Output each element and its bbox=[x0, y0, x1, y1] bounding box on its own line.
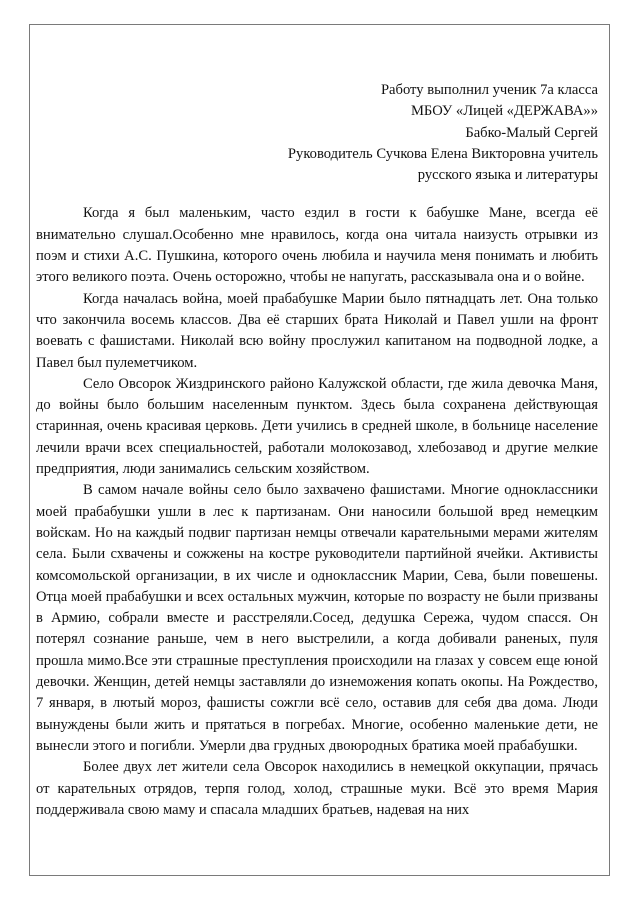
essay-body bbox=[36, 203, 598, 821]
paragraph-childhood: Когда я был маленьким, часто ездил в гости к бабушке Мане, всегда её внимательно слушал.Особенно мне нравилось, когда она читала наизусть отрывки из поэм и стихи А.С. Пушкина, которого очень любила и научила меня понимать и любить этого великого поэта. Очень осторожно, чтобы не напугать, рассказывала она и о войне. bbox=[36, 205, 598, 286]
paragraph-occupation: В самом начале войны село было захвачено фашистами. Многие одноклассники моей прабабушки ушли в лес к партизанам. Они наносили большой вред немецким войскам. Но на каждый подвиг партизан немцы отвечали карательными мерами жителям села. Были схвачены и сожжены на костре руководители партийной ячейки. Активисты комсомольской организации, в их числе и одноклассник Марии, Сева, были повешены. Отца моей прабабушки и всех остальных мужчин, которые по возрасту не были призваны в Армию, собрали вместе и расстреляли.Сосед, дедушка Сережа, чудом спасся. Он потерял сознание раньше, чем в него выстрелили, а когда добивали раненых, пуля прошла мимо.Все эти страшные преступления происходили на глазах у совсем еще юной девочки. Женщин, детей немцы заставляли до изнеможения копать окопы. На Рождество, 7 января, в лютый мороз, фашисты сожгли всё село, оставив для себя два дома. Люди вынуждены были жить и прятаться в погребах. Многие, особенно маленькие дети, не вынесли этого и погибли. Умерли два грудных двоюродных братика моей прабабушки. bbox=[36, 482, 598, 754]
paragraph-war-begins: Когда началась война, моей прабабушке Марии было пятнадцать лет. Она только что закончила восемь классов. Два её старших брата Николай и Павел ушли на фронт воевать с фашистами. Николай всю войну прослужил капитаном на подводной лодке, а Павел был пулеметчиком. bbox=[36, 290, 598, 371]
header-line-student: Работу выполнил ученик 7а класса bbox=[380, 82, 598, 98]
paragraph-village: Село Овсорок Жиздринского районо Калужской области, где жила девочка Маня, до войны было большим населенным пунктом. Здесь была сохранена действующая старинная, очень красивая церковь. Дети учились в средней школе, в больнице население лечили врачи всех специальностей, работали молокозавод, хлебозавод и другие мелкие предприятия, люди занимались сельским хозяйством. bbox=[36, 375, 598, 478]
header-line-author-name: Бабко-Малый Сергей bbox=[465, 124, 598, 141]
page-content bbox=[36, 80, 598, 821]
document-page bbox=[29, 24, 610, 876]
header-line-school: МБОУ «Лицей «ДЕРЖАВА»» bbox=[410, 103, 598, 120]
header-line-supervisor: Руководитель Сучкова Елена Викторовна учитель bbox=[287, 145, 598, 162]
paragraph-two-years: Более двух лет жители села Овсорок находились в немецкой оккупации, прячась от карательных отрядов, терпя голод, холод, страшные муки. Всё это время Мария поддерживала свою маму и спасала младших братьев, надевая на них bbox=[36, 759, 598, 818]
author-header bbox=[36, 80, 598, 186]
header-line-subject: русского языка и литературы bbox=[417, 167, 598, 184]
